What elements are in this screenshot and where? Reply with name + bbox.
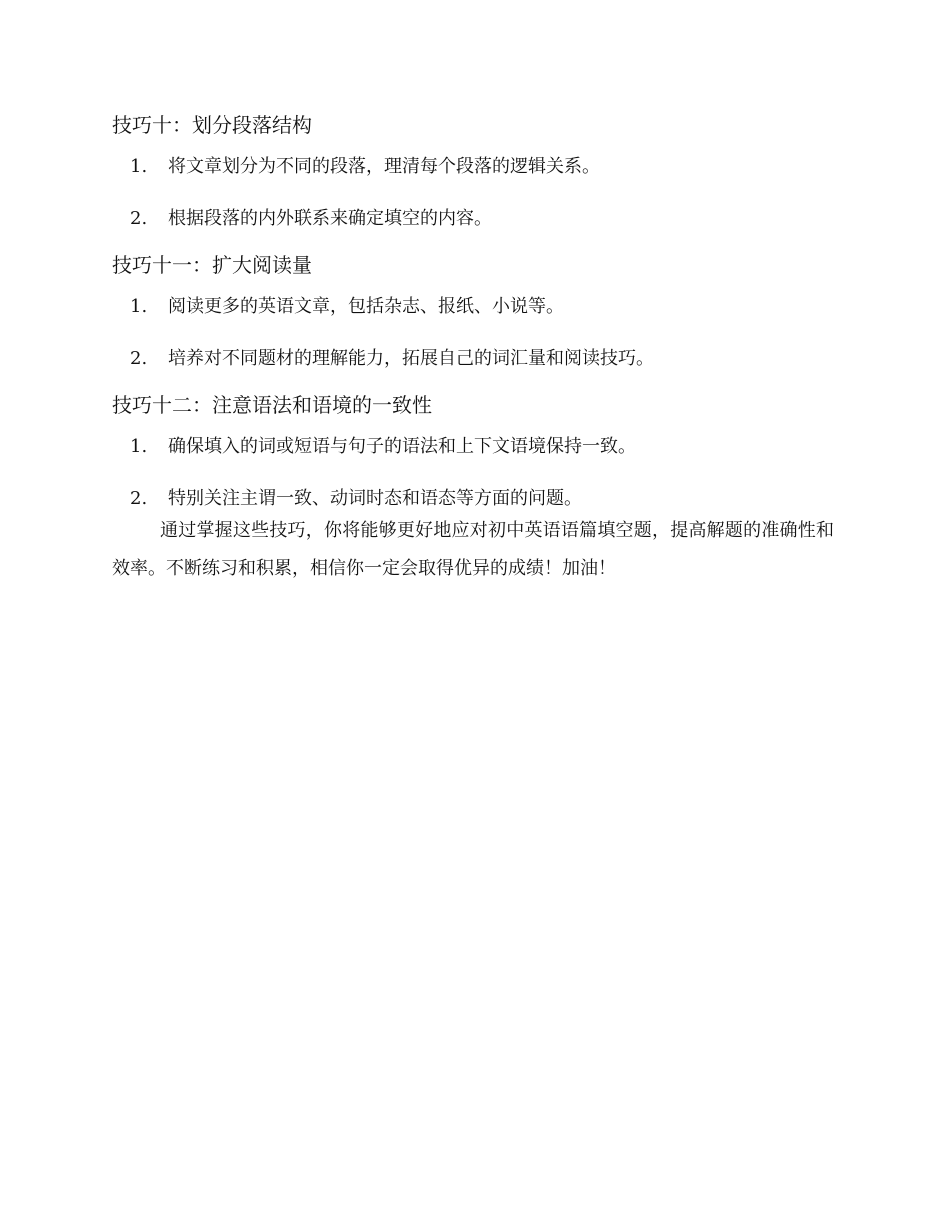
tip-10-list	[112, 152, 842, 234]
tip-11-list	[112, 292, 842, 374]
list-item-number: 1.	[130, 156, 148, 177]
list-item	[112, 344, 842, 374]
list-item-text: 阅读更多的英语文章，包括杂志、报纸、小说等。	[168, 296, 564, 317]
list-item-number: 2.	[130, 208, 148, 229]
list-item-text: 根据段落的内外联系来确定填空的内容。	[168, 208, 492, 229]
conclusion-paragraph: 通过掌握这些技巧，你将能够更好地应对初中英语语篇填空题，提高解题的准确性和效率。不断练习和积累，相信你一定会取得优异的成绩！加油！	[112, 520, 834, 579]
list-item-text: 特别关注主谓一致、动词时态和语态等方面的问题。	[168, 488, 582, 509]
list-item-text: 确保填入的词或短语与句子的语法和上下文语境保持一致。	[168, 436, 636, 457]
list-item	[112, 292, 842, 322]
list-item-text: 将文章划分为不同的段落，理清每个段落的逻辑关系。	[168, 156, 600, 177]
list-item-number: 2.	[130, 488, 148, 509]
tip-12-list	[112, 432, 842, 514]
list-item-text: 培养对不同题材的理解能力，拓展自己的词汇量和阅读技巧。	[168, 348, 654, 369]
list-item	[112, 152, 842, 182]
section-heading-tip-10: 技巧十：划分段落结构	[112, 113, 312, 137]
document-content	[112, 108, 842, 604]
list-item	[112, 432, 842, 462]
section-heading-tip-12: 技巧十二：注意语法和语境的一致性	[112, 393, 432, 417]
section-heading-tip-11: 技巧十一：扩大阅读量	[112, 253, 312, 277]
list-item	[112, 484, 842, 514]
list-item-number: 2.	[130, 348, 148, 369]
list-item	[112, 204, 842, 234]
list-item-number: 1.	[130, 296, 148, 317]
list-item-number: 1.	[130, 436, 148, 457]
